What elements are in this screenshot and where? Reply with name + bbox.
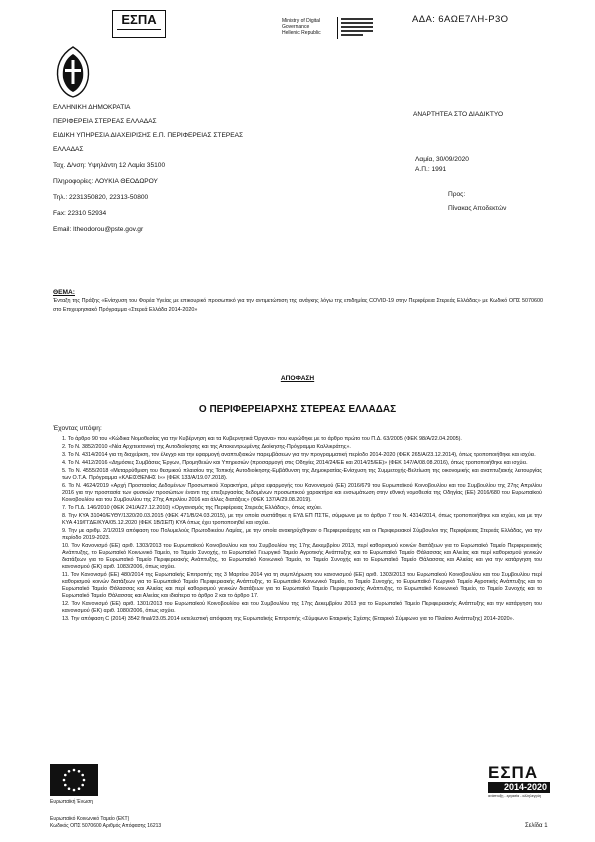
sender-address: Ταχ. Δ/νση: Υψηλάντη 12 Λαμία 35100 — [53, 162, 166, 169]
list-item: 11. Τον Κανονισμό (ΕΕ) 480/2014 της Ευρωπαϊκής Επιτροπής της 3 Μαρτίου 2014 για τη συμπλήρωση του κανονισμού (ΕΕ) αριθ. 1303/2013 του Ευρωπαϊκού Κοινοβουλίου και του Συμβουλίου περί καθορισμού κοινών διατάξεων για το Ευρωπαϊκό Ταμείο Περιφερειακής Ανάπτυξης, το Ευρωπαϊκό Κοινωνικό Ταμείο, το Ταμείο Συνοχής, το Ευρωπαϊκό Γεωργικό Ταμείο Αγροτικής Ανάπτυξης και το Ευρωπαϊκό Ταμείο Θάλασσας και Αλιείας και περί καθορισμού γενικών διατάξεων για το Ευρωπαϊκό Ταμείο Περιφερειακής Ανάπτυξης, το Ευρωπαϊκό Κοινωνικό Ταμείο, το Ταμείο Συνοχής και το Ευρωπαϊκό Ταμείο Θάλασσας και Αλιείας και ιδιαίτερα το άρθρο 2 και το άρθρο 17. — [62, 572, 542, 599]
document-date: Λαμία, 30/09/2020 — [415, 156, 469, 163]
sender-line: ΕΛΛΗΝΙΚΗ ΔΗΜΟΚΡΑΤΙΑ — [53, 104, 131, 111]
protocol-number: Α.Π.: 1991 — [415, 166, 447, 173]
eu-label: Ευρωπαϊκή Ένωση — [50, 799, 93, 805]
list-item: 5. Το Ν. 4555/2018 «Μεταρρύθμιση του θεσμικού πλαισίου της Τοπικής Αυτοδιοίκησης-Εμβάθυνση της Δημοκρατίας-Ενίσχυση της Συμμετοχής-Βελτίωση της οικονομικής και αναπτυξιακής λειτουργίας των Ο.Τ.Α. Πρόγραμμα «ΚΛΕΙΣΘΕΝΗΣ Ι»» (ΦΕΚ 133/Α/19.07.2018). — [62, 468, 542, 481]
sender-email: Email: ltheodorou@pste.gov.gr — [53, 226, 144, 233]
sender-line: ΠΕΡΙΦΕΡΕΙΑ ΣΤΕΡΕΑΣ ΕΛΛΑΔΑΣ — [53, 118, 157, 125]
fund-line-2: Κωδικός ΟΠΣ 5070600 Αριθμός Απόφασης 16213 — [50, 823, 162, 829]
fund-line-1: Ευρωπαϊκό Κοινωνικό Ταμείο (ΕΚΤ) — [50, 816, 130, 822]
list-item: 6. Το Ν. 4624/2019 «Αρχή Προστασίας Δεδομένων Προσωπικού Χαρακτήρα, μέτρα εφαρμογής του Κανονισμού (ΕΕ) 2016/679 του Ευρωπαϊκού Κοινοβουλίου και του Συμβουλίου της 27ης Απριλίου 2016 για την προστασία των φυσικών προσώπων έναντι της επεξεργασίας δεδομένων προσωπικού χαρακτήρα και ενσωμάτωση στην εθνική νομοθεσία της Οδηγίας (ΕΕ) 2016/680 του Ευρωπαϊκού Κοινοβουλίου και του Συμβουλίου της 27ης Απριλίου 2016 και άλλες διατάξεις» (ΦΕΚ 137/Α/29.08.2019). — [62, 483, 542, 503]
list-item: 13. Την απόφαση C (2014) 3542 final/23.05.2014 εκτελεστική απόφαση της Ευρωπαϊκής Επιτροπής «Σύμφωνο Εταιρικής Σχέσης (Εταιρικό Σύμφωνο για το Πλαίσιο Ανάπτυξης) 2014-2020». — [62, 616, 515, 622]
recipient-label: Προς: — [448, 191, 466, 198]
greek-coat-of-arms-icon — [50, 45, 96, 99]
sender-phone: Τηλ.: 2231350820, 22313-50800 — [53, 194, 149, 201]
considerations-list — [62, 436, 542, 623]
espa-logo-top — [112, 10, 166, 38]
sender-fax: Fax: 22310 52934 — [53, 210, 107, 217]
espa-logo-text: ΕΣΠΑ — [121, 12, 157, 27]
list-item: 9. Την με αριθμ. 2/1/2019 απόφαση του Πολυμελούς Πρωτοδικείου Λαμίας, με την οποία ανακηρύχθηκαν ο Περιφερειάρχης και οι Περιφερειακοί Σύμβουλοι της Περιφέρειας Στερεάς Ελλάδας, για την περίοδο 2019-2023. — [62, 528, 542, 541]
list-item: 10. Τον Κανονισμό (ΕΕ) αριθ. 1303/2013 του Ευρωπαϊκού Κοινοβουλίου και του Συμβουλίου της 17ης Δεκεμβρίου 2013, περί καθορισμού κοινών διατάξεων για το Ευρωπαϊκό Ταμείο Περιφερειακής Ανάπτυξης, το Ευρωπαϊκό Κοινωνικό Ταμείο, το Ταμείο Συνοχής, το Ευρωπαϊκό Γεωργικό Ταμείο Αγροτικής Ανάπτυξης και το Ευρωπαϊκό Ταμείο Θάλασσας και Αλιείας και περί καθορισμού γενικών διατάξεων για το Ευρωπαϊκό Ταμείο Περιφερειακής Ανάπτυξης, το Ευρωπαϊκό Κοινωνικό Ταμείο, το Ταμείο Συνοχής και το Ευρωπαϊκό Ταμείο Θάλασσας και Αλιείας και για την κατάργηση του κανονισμού (ΕΚ) αριθ. 1083/2006, όπως ισχύει. — [62, 543, 542, 570]
eu-flag-icon — [50, 764, 98, 796]
ministry-line: Hellenic Republic — [282, 30, 321, 36]
ministry-line: Governance — [282, 24, 310, 30]
sender-line: ΕΙΔΙΚΗ ΥΠΗΡΕΣΙΑ ΔΙΑΧΕΙΡΙΣΗΣ Ε.Π. ΠΕΡΙΦΕΡΕΙΑΣ ΣΤΕΡΕΑΣ — [53, 132, 244, 139]
sender-info: Πληροφορίες: ΛΟΥΚΙΑ ΘΕΟΔΩΡΟΥ — [53, 178, 158, 185]
list-item: 2. Το Ν. 3852/2010 «Νέα Αρχιτεκτονική της Αυτοδιοίκησης και της Αποκεντρωμένης Διοίκησης-Πρόγραμμα Καλλικράτης». — [62, 444, 351, 450]
espa-years: 2014-2020 — [488, 782, 550, 793]
list-item: 8. Την ΚΥΑ 31040/ΕΥΘΥ/1320/20.03.2015 (ΦΕΚ 471/Β/24.03.2015), με την οποία συστάθηκε η ΕΥΔ ΕΠ ΠΣΤΕ, σύμφωνα με το άρθρο 7 του Ν. 4314/2014, όπως τροποποιήθηκε και ισχύει, και με την ΚΥΑ 419/ΓΓΔΕ/ΚΥΑ/05.12.2020 (ΦΕΚ 1B/ΣΕΠ) ΚΥΑ όπως έχει τροποποιηθεί και ισχύει. — [62, 513, 542, 526]
list-item: 12. Τον Κανονισμό (ΕΕ) αριθ. 1301/2013 του Ευρωπαϊκού Κοινοβουλίου και του Συμβουλίου της 17ης Δεκεμβρίου 2013 για το Ευρωπαϊκό Ταμείο Περιφερειακής Ανάπτυξης και την κατάργηση του κανονισμού (ΕΚ) αριθ. 1080/2006, όπως ισχύει. — [62, 601, 542, 614]
considering-label: Έχοντας υπόψη: — [53, 425, 102, 432]
espa-logo-footer-text: ΕΣΠΑ — [488, 763, 539, 782]
recipient-value: Πίνακας Αποδεκτών — [448, 205, 507, 212]
espa-logo-footer — [488, 764, 550, 806]
list-item: 7. Το Π.Δ. 146/2010 (ΦΕΚ 241/Α/27.12.2010) «Οργανισμός της Περιφέρειας Στερεάς Ελλάδας», όπως ισχύει. — [62, 505, 323, 511]
posting-note: ΑΝΑΡΤΗΤΕΑ ΣΤΟ ΔΙΑΔΙΚΤΥΟ — [413, 111, 504, 118]
ministry-greek-lines — [341, 18, 373, 36]
ministry-line: Ministry of Digital — [282, 18, 321, 24]
espa-slogan: ανάπτυξη - εργασία - αλληλεγγύη — [488, 794, 542, 798]
authority-title: Ο ΠΕΡΙΦΕΡΕΙΑΡΧΗΣ ΣΤΕΡΕΑΣ ΕΛΛΑΔΑΣ — [198, 404, 397, 415]
page-number: Σελίδα 1 — [525, 823, 548, 829]
list-item: 4. Το Ν. 4412/2016 «Δημόσιες Συμβάσεις Έργων, Προμηθειών και Υπηρεσιών (προσαρμογή στις Οδηγίες 2014/24/ΕΕ και 2014/25/ΕΕ)» (ΦΕΚ 147/Α/08.08.2016), όπως τροποποιήθηκε και ισχύει. — [62, 460, 528, 466]
sender-line: ΕΛΛΑΔΑΣ — [53, 146, 84, 153]
list-item: 3. Το Ν. 4314/2014 για τη διαχείριση, τον έλεγχο και την εφαρμογή αναπτυξιακών παρεμβάσεων για την προγραμματική περίοδο 2014-2020 (ΦΕΚ 265/Α/23.12.2014), όπως τροποποιήθηκε και ισχύει. — [62, 452, 536, 458]
ministry-block — [282, 18, 321, 36]
subject-label: ΘΕΜΑ: — [53, 289, 75, 296]
decision-title: ΑΠΟΦΑΣΗ — [280, 375, 315, 382]
ada-code: ΑΔΑ: 6ΑΩΕ7ΛΗ-Ρ3Ο — [412, 14, 509, 25]
sender-block — [53, 103, 243, 234]
list-item: 1. Το άρθρο 90 του «Κώδικα Νομοθεσίας για την Κυβέρνηση και τα Κυβερνητικά Όργανα» που κυρώθηκε με το άρθρο πρώτο του Π.Δ. 63/2005 (ΦΕΚ 98/Α/22.04.2005). — [62, 436, 462, 442]
subject-text: Ένταξη της Πράξης «Ενίσχυση του Φορέα Υγείας με επικουρικό προσωπικό για την αντιμετώπιση της ανάγκης λόγω της επιδημίας COVID-19 στην Περιφέρεια Στερεάς Ελλάδας» με Κωδικό ΟΠΣ 5070600 στο Επιχειρησιακό Πρόγραμμα «Στερεά Ελλάδα 2014-2020» — [53, 298, 543, 313]
ministry-divider — [337, 17, 338, 39]
